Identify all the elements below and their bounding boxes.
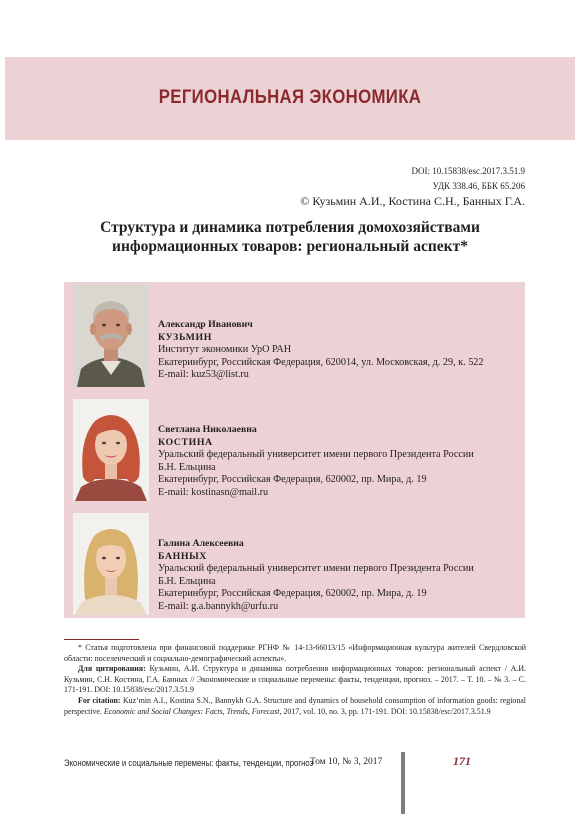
citation-en-journal: Economic and Social Changes: Facts, Trends, Forecast — [103, 706, 280, 716]
section-title: РЕГИОНАЛЬНАЯ ЭКОНОМИКА — [158, 86, 422, 108]
footer-issue: Том 10, № 3, 2017 — [310, 757, 383, 767]
author-photo — [73, 399, 149, 501]
citation-en-details: , 2017, vol. 10, no. 3, pp. 171-191. DOI: 10.15838/esc/2017.3.51.9 — [279, 706, 491, 716]
author-address: Екатеринбург, Российская Федерация, 620002, пр. Мира, д. 19 — [158, 474, 427, 486]
footnotes — [64, 643, 526, 717]
author-info — [158, 319, 484, 382]
funding-note: * Статья подготовлена при финансовой поддержке РГНФ № 14-13-66013/15 «Информационная культура жителей Свердловской области: поселенческий и социально-демографический аспекты». — [64, 643, 526, 663]
copyright: © Кузьмин А.И., Костина С.Н., Банных Г.А. — [300, 194, 525, 208]
author-address: Екатеринбург, Российская Федерация, 620002, пр. Мира, д. 19 — [158, 588, 427, 600]
author-email[interactable]: E-mail: g.a.bannykh@urfu.ru — [158, 600, 279, 612]
footnote-divider — [64, 639, 139, 640]
author-info — [158, 538, 474, 614]
author-photo — [73, 513, 149, 615]
author-surname: БАННЫХ — [158, 550, 207, 562]
author-given-names: Галина Алексеевна — [158, 538, 244, 549]
author-affiliation-cont: Б.Н. Ельцина — [158, 461, 216, 473]
article-title — [40, 218, 540, 256]
author-email[interactable]: E-mail: kuz53@list.ru — [158, 369, 249, 381]
author-surname: КОСТИНА — [158, 436, 213, 448]
author-photo — [73, 285, 149, 387]
citation-en-text: Kuz’min A.I., Kostina S.N., Bannykh G.A. Structure and dynamics of household consumption of information goods: regional perspective. — [64, 695, 526, 716]
citation-ru-label: Для цитирования: — [78, 664, 146, 674]
footer-journal-name: Экономические и социальные перемены: факты, тенденции, прогноз — [64, 758, 314, 768]
authors-panel — [64, 282, 525, 618]
author-affiliation: Уральский федеральный университет имени первого Президента России — [158, 563, 474, 575]
author-affiliation: Институт экономики УрО РАН — [158, 344, 292, 356]
article-title-line: информационных товаров: региональный аспект* — [112, 238, 468, 255]
citation-en — [64, 696, 526, 717]
doi: DOI: 10.15838/esc.2017.3.51.9 — [411, 166, 525, 176]
author-affiliation-cont: Б.Н. Ельцина — [158, 575, 216, 587]
article-title-line: Структура и динамика потребления домохозяйствами — [100, 219, 480, 236]
author-email[interactable]: E-mail: kostinasn@mail.ru — [158, 486, 269, 498]
author-address: Екатеринбург, Российская Федерация, 620014, ул. Московская, д. 29, к. 522 — [158, 356, 484, 368]
citation-ru-text: Кузьмин, А.И. Структура и динамика потребления информационных товаров: региональный аспект / А.И. Кузьмин, С.Н. Костина, Г.А. Банных // Экономические и социальные перемены: факты, тенденции, прогноз. – 2017. – Т. 10. – № 3. – С. 171-191. DOI: 10.15838/esc/2017.3.51.9 — [64, 664, 526, 695]
author-info — [158, 424, 474, 500]
page-number: 171 — [453, 754, 471, 768]
author-affiliation: Уральский федеральный университет имени первого Президента России — [158, 449, 474, 461]
author-given-names: Светлана Николаевна — [158, 424, 257, 435]
author-surname: КУЗЬМИН — [158, 331, 212, 343]
udk-code: УДК 338.46, ББК 65.206 — [432, 181, 525, 191]
author-given-names: Александр Иванович — [158, 319, 253, 330]
citation-en-label: For citation: — [78, 695, 121, 705]
citation-ru — [64, 664, 526, 696]
footer-divider-bar — [401, 752, 405, 814]
